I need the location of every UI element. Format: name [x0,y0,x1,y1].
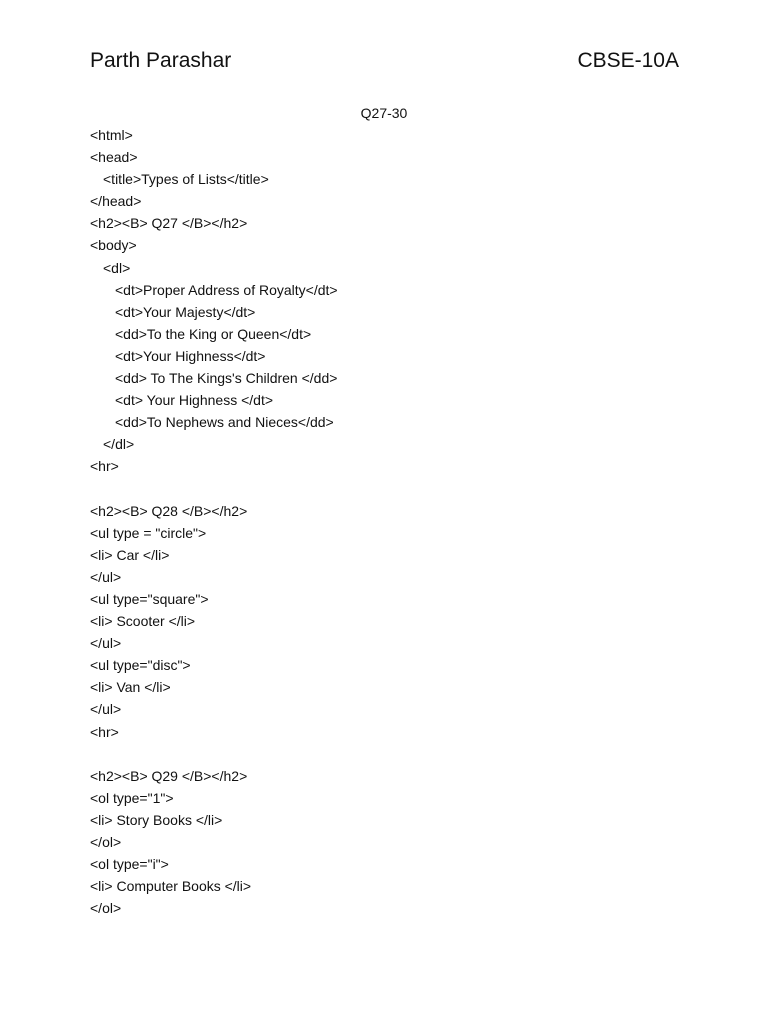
code-line: <h2><B> Q28 </B></h2> [90,502,248,519]
code-line: <li> Story Books </li> [90,811,223,828]
code-line: <hr> [90,458,119,475]
code-line: <ul type = "circle"> [90,524,207,541]
code-line: </dl> [103,436,135,453]
code-line [90,478,690,500]
code-line: <dl> [103,259,131,276]
code-line: </ul> [90,635,122,652]
code-line: <dt>Your Highness</dt> [115,347,266,364]
code-line: <li> Van </li> [90,679,171,696]
code-line: </ol> [90,900,122,917]
code-line: <li> Scooter </li> [90,613,196,630]
code-line: <dt>Proper Address of Royalty</dt> [115,281,338,298]
code-line: </ul> [90,568,122,585]
code-line: <hr> [90,723,119,740]
page-header [90,46,679,76]
code-line: <ol type="i"> [90,856,169,873]
code-line: <dt> Your Highness </dt> [115,392,274,409]
code-line: </ul> [90,701,122,718]
section-title: Q27-30 [360,105,408,121]
code-line: <dt>Your Majesty</dt> [115,303,256,320]
code-line: <dd>To Nephews and Nieces</dd> [115,414,334,431]
code-line: <ul type="disc"> [90,657,191,674]
code-line: <ul type="square"> [90,590,209,607]
code-listing [90,124,690,919]
code-line: <dd> To The Kings's Children </dd> [115,370,338,387]
code-line [90,743,690,765]
code-line: <title>Types of Lists</title> [103,171,269,188]
code-line: <li> Car </li> [90,546,170,563]
code-line: <ol type="1"> [90,789,174,806]
code-line: <h2><B> Q27 </B></h2> [90,215,248,232]
student-class: CBSE-10A [577,49,679,72]
code-line: </head> [90,193,142,210]
code-line: <html> [90,127,133,143]
code-line: </ol> [90,834,122,850]
code-line: <dd>To the King or Queen</dt> [115,325,312,342]
student-name: Parth Parashar [90,49,232,72]
code-line: <body> [90,237,137,254]
code-line: <h2><B> Q29 </B></h2> [90,767,248,784]
code-line: <head> [90,149,138,166]
code-line: <li> Computer Books </li> [90,878,252,895]
